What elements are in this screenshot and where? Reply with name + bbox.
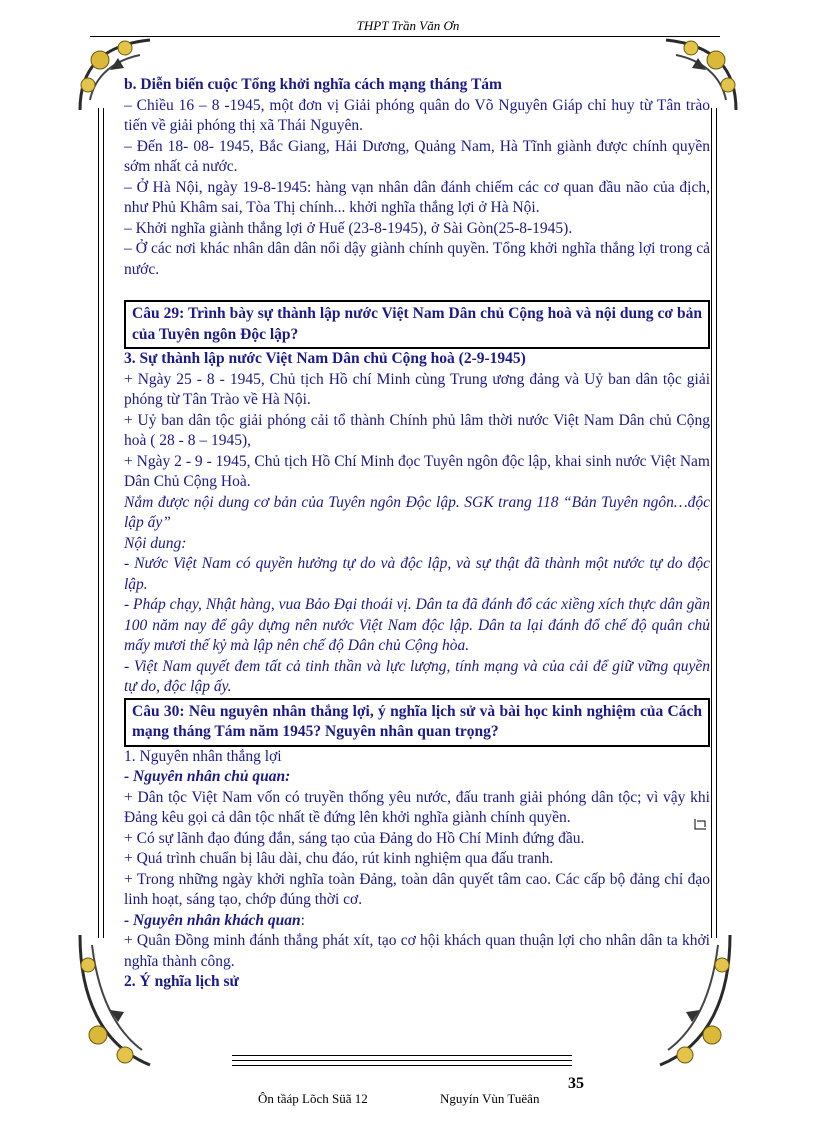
section-heading: 1. Nguyên nhân thắng lợi xyxy=(124,747,282,765)
header-school: THPT Trần Văn Ơn xyxy=(356,18,460,33)
page-border-bottom-2 xyxy=(232,1060,572,1061)
question-box: Câu 29: Trình bày sự thành lập nước Việt Nam Dân chủ Cộng hoà và nội dung cơ bản của Tuyên ngôn Độc lập? xyxy=(124,300,710,349)
page-border-bottom xyxy=(232,1055,572,1056)
content-item: - Việt Nam quyết đem tất cả tinh thần và lực lượng, tính mạng và của cải để giữ vững quyền tự do, độc lập ấy. xyxy=(124,657,710,695)
page-border-right-inner xyxy=(716,108,717,938)
page-border-right xyxy=(711,108,712,938)
content-item: - Pháp chạy, Nhật hàng, vua Bảo Đại thoái vị. Dân ta đã đánh đổ các xiềng xích thực dân gần 100 năm nay để gây dựng nên nước Việt Nam độc lập. Dân ta lại đánh đổ chế độ quân chủ mấy mươi thế kỷ mà lập nên chế độ Dân chủ Cộng hòa. xyxy=(124,596,710,654)
sub-heading-line xyxy=(124,911,710,932)
text-cursor-icon xyxy=(694,818,708,832)
paragraph: + Uỷ ban dân tộc giải phóng cải tổ thành Chính phủ lâm thời nước Việt Nam Dân chủ Cộng hoà ( 28 - 8 – 1945), xyxy=(124,411,710,449)
document-body xyxy=(124,75,710,993)
footer-right-text: Nguyín Vùn Tuëân xyxy=(440,1091,540,1106)
paragraph: + Dân tộc Việt Nam vốn có truyền thống yêu nước, đấu tranh giải phóng dân tộc; vì vậy khi Đảng kêu gọi cả dân tộc nhất tề đứng lên khởi nghĩa giành chính quyền. xyxy=(124,788,710,826)
note-paragraph: Nắm được nội dung cơ bản của Tuyên ngôn Độc lập. SGK trang 118 “Bản Tuyên ngôn…độc lập ấy” xyxy=(124,493,710,531)
page-border-bottom-3 xyxy=(232,1065,572,1066)
paragraph: – Đến 18- 08- 1945, Bắc Giang, Hải Dương, Quảng Nam, Hà Tĩnh giành được chính quyền sớm nhất cả nước. xyxy=(124,137,710,175)
question-box: Câu 30: Nêu nguyên nhân thắng lợi, ý nghĩa lịch sử và bài học kinh nghiệm của Cách mạng tháng Tám năm 1945? Nguyên nhân quan trọng? xyxy=(124,698,710,747)
sub-heading: - Nguyên nhân khách quan xyxy=(124,911,301,929)
page-border-left xyxy=(98,108,99,938)
content-item: - Nước Việt Nam có quyền hưởng tự do và độc lập, và sự thật đã thành một nước tự do độc lập. xyxy=(124,555,710,593)
sub-heading-colon: : xyxy=(300,911,305,929)
paragraph: + Quá trình chuẩn bị lâu dài, chu đáo, rút kinh nghiệm qua đấu tranh. xyxy=(124,850,554,867)
section-heading: b. Diễn biến cuộc Tổng khởi nghĩa cách mạng tháng Tám xyxy=(124,76,502,93)
paragraph: + Ngày 25 - 8 - 1945, Chủ tịch Hồ chí Minh cùng Trung ương đảng và Uỷ ban dân tộc giải phóng từ Tân Trào về Hà Nội. xyxy=(124,370,710,408)
paragraph: + Có sự lãnh đạo đúng đắn, sáng tạo của Đảng do Hồ Chí Minh đứng đầu. xyxy=(124,829,585,847)
content-label: Nội dung: xyxy=(124,534,187,552)
footer-left-text: Ôn tầáp Lõch Süã 12 xyxy=(258,1091,368,1106)
section-heading: 2. Ý nghĩa lịch sử xyxy=(124,973,239,990)
paragraph: – Ở Hà Nội, ngày 19-8-1945: hàng vạn nhân dân đánh chiếm các cơ quan đầu não của địch, như Phủ Khâm sai, Tòa Thị chính... khởi nghĩa thắng lợi ở Hà Nội. xyxy=(124,178,710,216)
page-number: 35 xyxy=(568,1075,584,1092)
paragraph: – Khởi nghĩa giành thắng lợi ở Huế (23-8-1945), ở Sài Gòn(25-8-1945). xyxy=(124,219,573,237)
paragraph: + Ngày 2 - 9 - 1945, Chủ tịch Hồ Chí Minh đọc Tuyên ngôn độc lập, khai sinh nước Việt Nam Dân Chủ Cộng Hoà. xyxy=(124,452,710,490)
sub-heading: - Nguyên nhân chủ quan: xyxy=(124,768,291,785)
page-border-left-inner xyxy=(103,108,104,938)
paragraph: – Chiều 16 – 8 -1945, một đơn vị Giải phóng quân do Võ Nguyên Giáp chỉ huy từ Tân trào tiến về giải phóng thị xã Thái Nguyên. xyxy=(124,96,710,134)
paragraph: + Trong những ngày khởi nghĩa toàn Đảng, toàn dân quyết tâm cao. Các cấp bộ đảng chỉ đạo linh hoạt, sáng tạo, chớp đúng thời cơ. xyxy=(124,870,710,908)
paragraph: + Quân Đồng minh đánh thắng phát xít, tạo cơ hội khách quan thuận lợi cho nhân dân ta khởi nghĩa thành công. xyxy=(124,932,710,970)
section-heading: 3. Sự thành lập nước Việt Nam Dân chủ Cộng hoà (2-9-1945) xyxy=(124,350,526,367)
paragraph: – Ở các nơi khác nhân dân dân nổi dậy giành chính quyền. Tổng khởi nghĩa thắng lợi trong cả nước. xyxy=(124,240,710,278)
header-rule xyxy=(90,36,720,37)
